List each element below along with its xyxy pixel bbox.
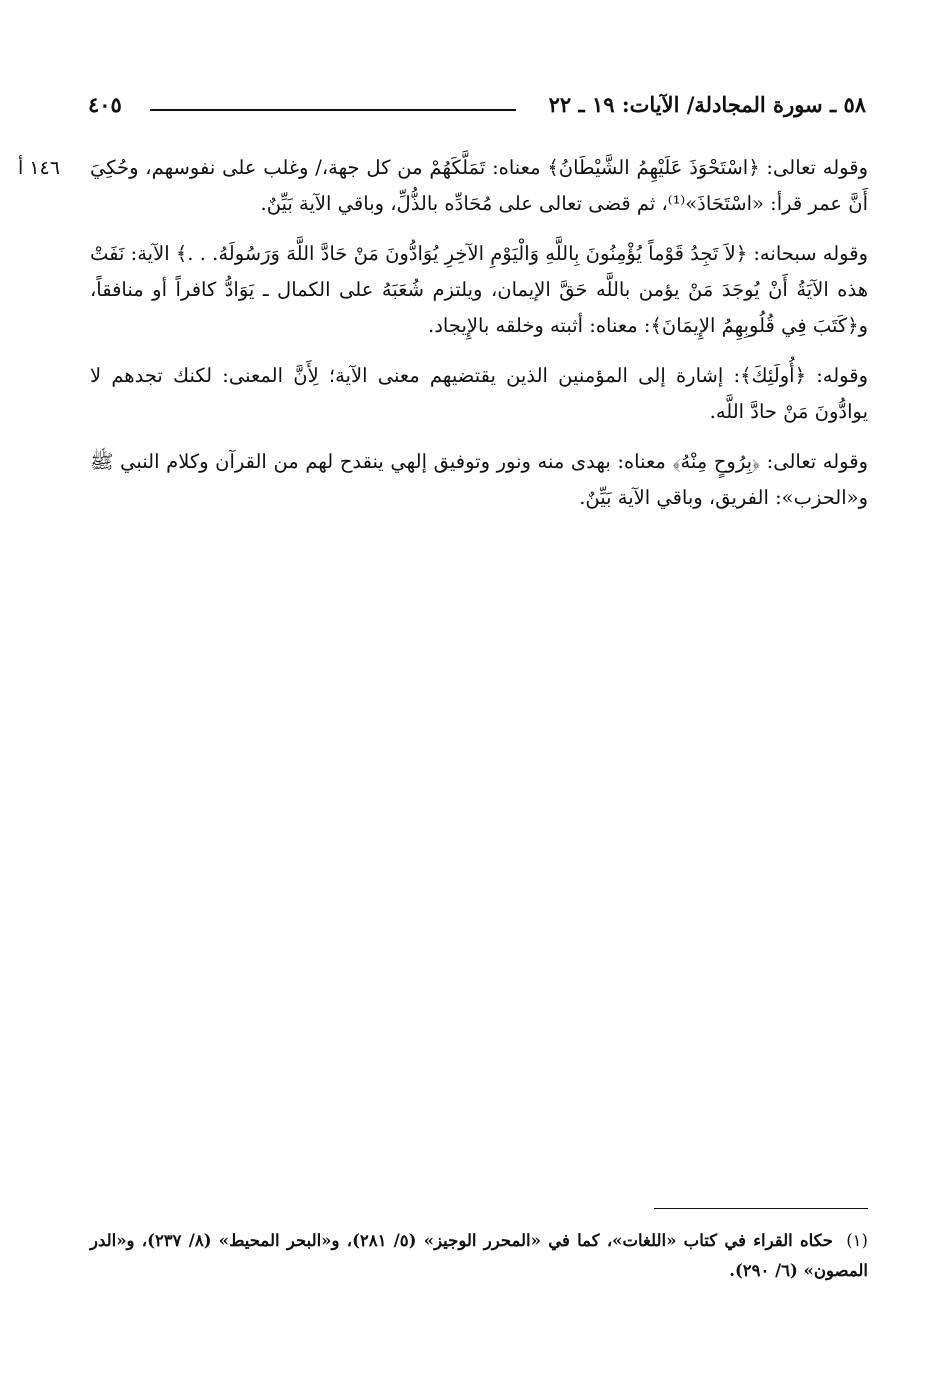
- running-header: [88, 92, 866, 128]
- paragraph-2: وقوله سبحانه: ﴿لاَ تَجِدُ قَوْماً يُؤْمِنُونَ بِاللَّهِ وَالْيَوْمِ الآخِرِ يُوَادُّونَ مَنْ حَادَّ اللَّهَ وَرَسُولَهُ. . .﴾ الآية: نَفَتْ هذه الآيَةُ أَنْ يُوجَدَ مَنْ يؤمن باللَّه حَقَّ الإيمان، ويلتزم شُعَبَهُ على الكمال ـ يَوَادُّ كافراً أو منافقاً، و﴿كَتَبَ فِي قُلُوبِهِمُ الإِيمَانَ﴾: معناه: أثبته وخلقه بالإِيجاد.: [90, 242, 868, 337]
- footnote-rule: [654, 1208, 868, 1209]
- header-rule: [150, 109, 516, 111]
- paragraph-1: وقوله تعالى: ﴿اسْتَحْوَذَ عَلَيْهِمُ الشَّيْطَانُ﴾ معناه: تَمَلَّكَهُمْ من كل جهة،/ وغلب على نفوسهم، وحُكِيَ أَنَّ عمر قرأ: «اسْتَحَاذَ»⁽¹⁾، ثم قضى تعالى على مُحَادِّه بالذُّلِّ، وباقي الآية بَيِّنٌ.: [90, 156, 868, 215]
- footnote-number: (١): [846, 1231, 868, 1250]
- header-title: ٥٨ ـ سورة المجادلة/ الآيات: ١٩ ـ ٢٢: [548, 92, 866, 117]
- footnote: [90, 1226, 868, 1286]
- main-text: [90, 150, 868, 530]
- footnote-text: حكاه القراء في كتاب «اللغات»، كما في «المحرر الوجيز» (٥/ ٢٨١)، و«البحر المحيط» (٨/ ٢٣٧)، و«الدر المصون» (٦/ ٢٩٠).: [90, 1231, 868, 1280]
- paragraph-4: وقوله تعالى: ﴿بِرُوحٍ مِنْهُ﴾ معناه: بهدى منه ونور وتوفيق إلهي ينقدح لهم من القرآن وكلام النبي ﷺ و«الحزب»: الفريق، وباقي الآية بَيِّنٌ.: [90, 450, 868, 509]
- margin-folio-note: ١٤٦ أ: [18, 157, 60, 179]
- page-number: ٤٠٥: [88, 92, 122, 117]
- paragraph-3: وقوله: ﴿أُولَئِكَ﴾: إشارة إلى المؤمنين الذين يقتضيهم معنى الآية؛ لِأَنَّ المعنى: لكنك تجدهم لا يوادُّونَ مَنْ حادَّ اللَّه.: [90, 364, 868, 423]
